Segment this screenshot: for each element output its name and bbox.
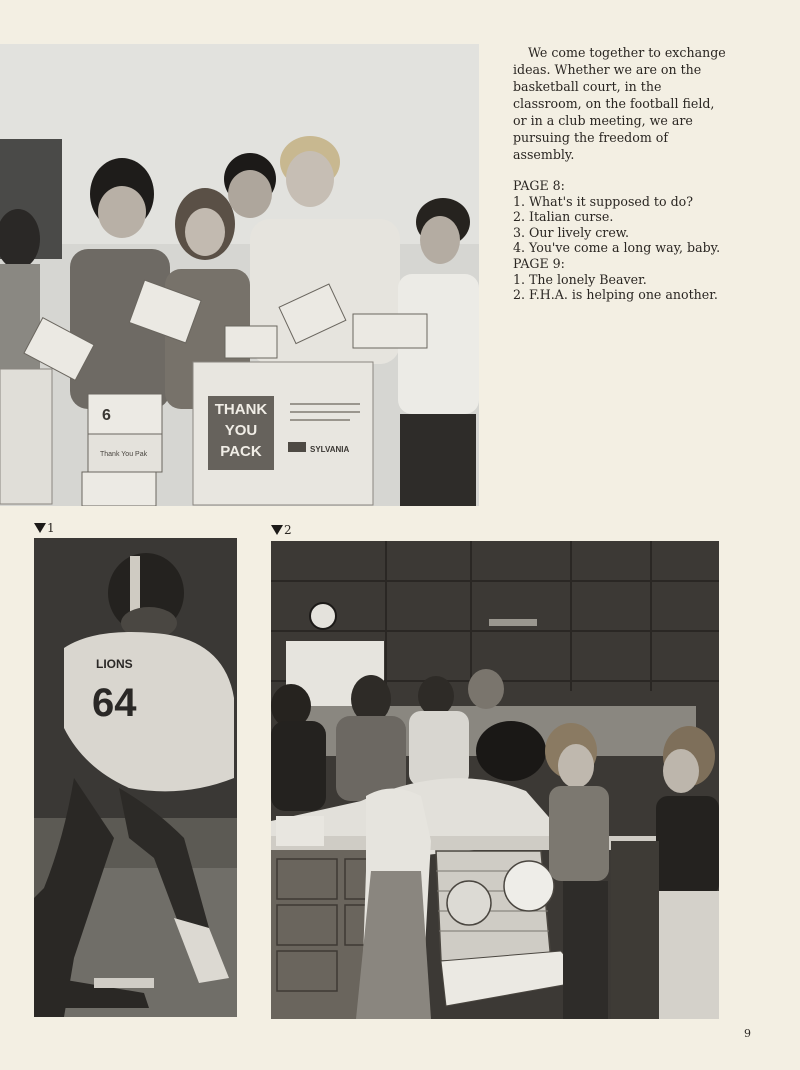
caption-item: 1. What's it supposed to do?: [513, 193, 693, 209]
caption-heading: PAGE 8:: [513, 178, 565, 193]
photo-fha-kitchen: [271, 541, 719, 1019]
intro-paragraph: We come together to exchange ideas. Whether we are on the basketball court, in the classroom, on the football field, or in a club meeting, we are pursuing the freedom of assembly.: [513, 45, 726, 162]
photo-captions: [513, 178, 728, 303]
caption-group-page-9: [513, 256, 728, 303]
box-brand: SYLVANIA: [310, 445, 350, 454]
photo-marker-2: [271, 523, 292, 537]
box-left-label: Thank You Pak: [100, 451, 148, 458]
caption-item: 4. You've come a long way, baby.: [513, 240, 721, 256]
caption-item: 1. The lonely Beaver.: [513, 271, 647, 287]
box-left-number: 6: [102, 407, 111, 424]
caption-group-page-8: [513, 178, 728, 256]
box-text-line-2: YOU: [224, 422, 258, 439]
photo-marker-number: 2: [284, 523, 292, 537]
box-text-line-1: THANK: [214, 401, 268, 418]
jersey-number: 64: [92, 681, 137, 725]
photo-football-player: [34, 538, 237, 1017]
jersey-team: LIONS: [96, 657, 133, 671]
triangle-marker-icon: [271, 525, 283, 535]
triangle-marker-icon: [34, 523, 46, 533]
photo-students-thank-you-pack: [0, 44, 479, 506]
box-text-line-3: PACK: [220, 443, 262, 460]
caption-heading: PAGE 9:: [513, 255, 565, 271]
photo-marker-number: 1: [47, 521, 55, 535]
photo-marker-1: [34, 521, 55, 535]
page-number: 9: [744, 1027, 751, 1040]
caption-item: 2. F.H.A. is helping one another.: [513, 287, 718, 303]
caption-item: 2. Italian curse.: [513, 209, 614, 225]
caption-item: 3. Our lively crew.: [513, 224, 630, 240]
